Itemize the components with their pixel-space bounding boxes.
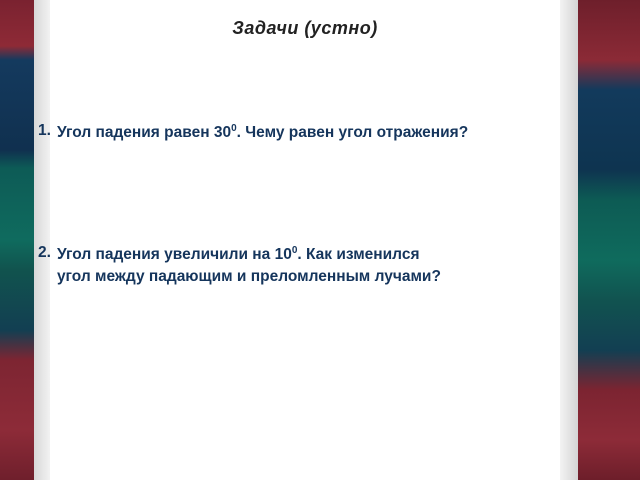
task-text: [57, 122, 468, 144]
decorative-right-color-band: [578, 0, 640, 480]
task-text: [57, 244, 457, 288]
task-number: 1.: [38, 122, 51, 139]
task-list: [38, 122, 578, 288]
task-text-part-2: . Чему равен угол отражения?: [236, 124, 469, 141]
task-text-part-1: Угол падения увеличили на 10: [56, 246, 292, 263]
list-item: [38, 122, 578, 144]
task-text-part-1: Угол падения равен 30: [56, 124, 232, 141]
list-item: [38, 244, 578, 288]
task-text-part-2: . Как изменился угол между падающим и преломленным лучами?: [56, 246, 441, 285]
degree-superscript: 0: [291, 244, 298, 256]
degree-superscript: 0: [231, 122, 237, 134]
decorative-left-color-band: [0, 0, 34, 480]
task-number: 2.: [38, 244, 51, 261]
slide-title: Задачи (устно): [232, 18, 378, 38]
